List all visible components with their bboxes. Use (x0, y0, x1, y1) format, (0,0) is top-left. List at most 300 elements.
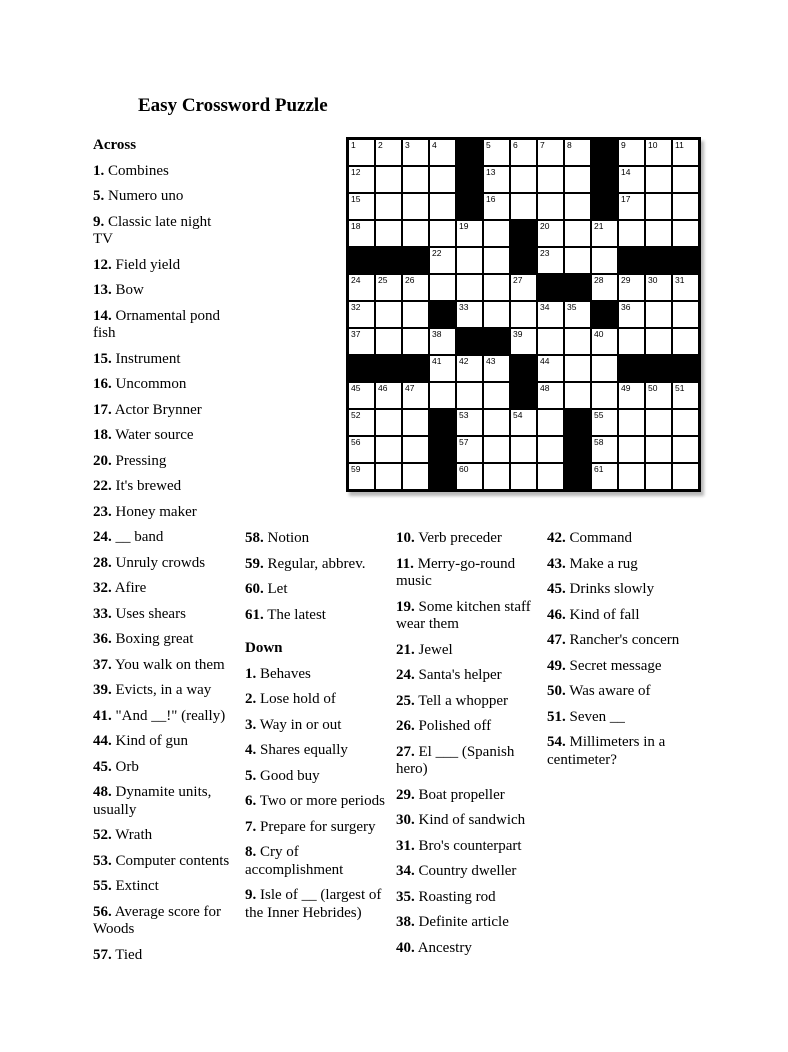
grid-black-cell-r9c3 (403, 356, 428, 381)
clue-number: 58. (245, 530, 264, 546)
grid-cell-r3c9[interactable] (565, 194, 590, 219)
grid-cell-r3c1[interactable] (349, 194, 374, 219)
grid-black-cell-r11c9 (565, 410, 590, 435)
grid-cell-r8c1[interactable] (349, 329, 374, 354)
grid-black-cell-r4c7 (511, 221, 536, 246)
grid-cell-r3c3[interactable] (403, 194, 428, 219)
cell-number: 57 (459, 437, 469, 447)
clue-number: 26. (396, 718, 415, 734)
grid-cell-r13c5[interactable] (457, 464, 482, 489)
grid-cell-r4c9[interactable] (565, 221, 590, 246)
grid-cell-r9c6[interactable] (484, 356, 509, 381)
clue-number: 13. (93, 282, 112, 298)
cell-number: 9 (621, 140, 626, 150)
grid-cell-r3c12[interactable] (646, 194, 671, 219)
clue-text: Definite article (418, 914, 509, 930)
grid-cell-r1c2[interactable] (376, 140, 401, 165)
clue-down-5 (245, 768, 385, 786)
grid-cell-r6c10[interactable] (592, 275, 617, 300)
grid-cell-r4c5[interactable] (457, 221, 482, 246)
clue-text: Kind of gun (115, 733, 188, 749)
grid-cell-r10c3[interactable] (403, 383, 428, 408)
clue-text: Ornamental pond fish (93, 307, 221, 341)
grid-cell-r11c12[interactable] (646, 410, 671, 435)
clue-number: 7. (245, 818, 257, 835)
clue-text: Water source (115, 427, 194, 443)
grid-cell-r4c11[interactable] (619, 221, 644, 246)
clue-text: Actor Brynner (114, 401, 202, 418)
grid-cell-r8c8[interactable] (538, 329, 563, 354)
grid-black-cell-r9c13 (673, 356, 698, 381)
grid-cell-r8c12[interactable] (646, 329, 671, 354)
grid-cell-r8c11[interactable] (619, 329, 644, 354)
grid-cell-r7c12[interactable] (646, 302, 671, 327)
grid-cell-r10c8[interactable] (538, 383, 563, 408)
grid-cell-r5c6[interactable] (484, 248, 509, 273)
grid-cell-r1c9[interactable] (565, 140, 590, 165)
clue-down-11 (396, 556, 539, 591)
grid-cell-r4c2[interactable] (376, 221, 401, 246)
grid-black-cell-r1c5 (457, 140, 482, 165)
grid-cell-r3c13[interactable] (673, 194, 698, 219)
clue-number: 2. (245, 691, 257, 707)
grid-cell-r9c10[interactable] (592, 356, 617, 381)
grid-cell-r11c2[interactable] (376, 410, 401, 435)
clue-text: Instrument (115, 350, 181, 367)
cell-number: 37 (351, 329, 361, 339)
grid-cell-r13c7[interactable] (511, 464, 536, 489)
clue-number: 44. (93, 733, 112, 749)
grid-cell-r12c3[interactable] (403, 437, 428, 462)
cell-number: 50 (648, 383, 658, 393)
cell-number: 45 (351, 383, 361, 393)
clue-text: Average score for Woods (93, 903, 222, 937)
page-title: Easy Crossword Puzzle (138, 95, 328, 116)
grid-cell-r3c4[interactable] (430, 194, 455, 219)
grid-cell-r13c6[interactable] (484, 464, 509, 489)
grid-black-cell-r9c1 (349, 356, 374, 381)
clue-down-43 (547, 556, 693, 574)
cell-number: 1 (351, 140, 356, 150)
grid-cell-r10c11[interactable] (619, 383, 644, 408)
clue-number: 22. (93, 478, 112, 494)
clues-column-2 (245, 530, 385, 930)
cell-number: 2 (378, 140, 383, 150)
clue-number: 45. (93, 758, 112, 775)
clue-down-42 (547, 530, 693, 548)
grid-cell-r8c2[interactable] (376, 329, 401, 354)
clues-column-4 (547, 530, 693, 777)
grid-cell-r8c9[interactable] (565, 329, 590, 354)
clue-text: Uncommon (115, 376, 187, 392)
clue-number: 32. (93, 580, 112, 596)
grid-black-cell-r2c5 (457, 167, 482, 192)
grid-cell-r2c8[interactable] (538, 167, 563, 192)
grid-cell-r13c11[interactable] (619, 464, 644, 489)
grid-cell-r1c13[interactable] (673, 140, 698, 165)
grid-cell-r6c13[interactable] (673, 275, 698, 300)
clue-text: Shares equally (260, 742, 348, 758)
cell-number: 11 (675, 140, 684, 150)
grid-cell-r12c5[interactable] (457, 437, 482, 462)
grid-black-cell-r7c10 (592, 302, 617, 327)
clue-text: __ band (115, 529, 164, 545)
grid-cell-r8c10[interactable] (592, 329, 617, 354)
clue-down-50 (547, 683, 693, 701)
cell-number: 13 (486, 167, 496, 177)
grid-black-cell-r9c2 (376, 356, 401, 381)
grid-cell-r12c8[interactable] (538, 437, 563, 462)
grid-cell-r7c3[interactable] (403, 302, 428, 327)
grid-cell-r6c6[interactable] (484, 275, 509, 300)
clue-across-14 (93, 308, 234, 343)
clue-text: Tied (115, 946, 143, 963)
grid-cell-r11c1[interactable] (349, 410, 374, 435)
grid-cell-r4c1[interactable] (349, 221, 374, 246)
grid-cell-r12c11[interactable] (619, 437, 644, 462)
clue-number: 31. (396, 837, 415, 854)
grid-cell-r10c9[interactable] (565, 383, 590, 408)
clue-number: 5. (245, 767, 257, 784)
clue-number: 20. (93, 452, 112, 469)
clue-number: 40. (396, 939, 415, 956)
grid-cell-r2c4[interactable] (430, 167, 455, 192)
clue-across-52 (93, 827, 234, 845)
grid-cell-r3c11[interactable] (619, 194, 644, 219)
clue-across-5 (93, 188, 234, 206)
grid-cell-r2c7[interactable] (511, 167, 536, 192)
clue-text: Ancestry (417, 939, 472, 956)
grid-cell-r10c10[interactable] (592, 383, 617, 408)
clue-number: 5. (93, 188, 105, 204)
grid-cell-r9c4[interactable] (430, 356, 455, 381)
clue-down-40 (396, 940, 539, 958)
clue-number: 49. (547, 657, 566, 674)
clue-text: It's brewed (115, 478, 182, 494)
clue-number: 37. (93, 656, 112, 673)
grid-black-cell-r5c11 (619, 248, 644, 273)
grid-black-cell-r5c13 (673, 248, 698, 273)
grid-cell-r12c12[interactable] (646, 437, 671, 462)
cell-number: 61 (594, 464, 604, 474)
clue-number: 34. (396, 863, 415, 879)
cell-number: 12 (351, 167, 361, 177)
grid-cell-r10c1[interactable] (349, 383, 374, 408)
grid-cell-r6c2[interactable] (376, 275, 401, 300)
grid-cell-r13c2[interactable] (376, 464, 401, 489)
grid-cell-r11c13[interactable] (673, 410, 698, 435)
cell-number: 22 (432, 248, 442, 258)
grid-black-cell-r9c12 (646, 356, 671, 381)
clue-text: Way in or out (259, 716, 342, 733)
clue-number: 15. (93, 350, 112, 367)
cell-number: 39 (513, 329, 523, 339)
grid-cell-r8c4[interactable] (430, 329, 455, 354)
grid-cell-r4c4[interactable] (430, 221, 455, 246)
clue-text: Uses shears (115, 605, 186, 622)
grid-cell-r7c6[interactable] (484, 302, 509, 327)
cell-number: 26 (405, 275, 415, 285)
grid-cell-r5c5[interactable] (457, 248, 482, 273)
grid-cell-r4c12[interactable] (646, 221, 671, 246)
cell-number: 47 (405, 383, 415, 393)
clue-across-41 (93, 708, 234, 726)
grid-cell-r2c2[interactable] (376, 167, 401, 192)
down-heading: Down (245, 640, 283, 656)
cell-number: 44 (540, 356, 550, 366)
grid-cell-r10c2[interactable] (376, 383, 401, 408)
grid-cell-r7c7[interactable] (511, 302, 536, 327)
grid-cell-r8c3[interactable] (403, 329, 428, 354)
clue-number: 1. (93, 162, 105, 179)
clue-text: Pressing (115, 452, 167, 469)
grid-cell-r4c13[interactable] (673, 221, 698, 246)
clue-across-15 (93, 351, 234, 369)
grid-cell-r7c13[interactable] (673, 302, 698, 327)
clue-number: 29. (396, 786, 415, 803)
clue-across-45 (93, 759, 234, 777)
grid-cell-r12c13[interactable] (673, 437, 698, 462)
grid-cell-r13c3[interactable] (403, 464, 428, 489)
grid-cell-r6c3[interactable] (403, 275, 428, 300)
grid-cell-r6c11[interactable] (619, 275, 644, 300)
clue-across-55 (93, 878, 234, 896)
grid-cell-r1c8[interactable] (538, 140, 563, 165)
clue-number: 6. (245, 793, 257, 809)
grid-cell-r1c3[interactable] (403, 140, 428, 165)
cell-number: 58 (594, 437, 604, 447)
clue-number: 55. (93, 878, 112, 894)
clue-across-60 (245, 581, 385, 599)
grid-cell-r7c5[interactable] (457, 302, 482, 327)
grid-cell-r6c12[interactable] (646, 275, 671, 300)
cell-number: 54 (513, 410, 523, 420)
clue-number: 8. (245, 844, 257, 860)
clue-across-22 (93, 478, 234, 496)
grid-cell-r11c7[interactable] (511, 410, 536, 435)
clue-down-9 (245, 887, 385, 922)
grid-cell-r12c10[interactable] (592, 437, 617, 462)
clue-down-25 (396, 693, 539, 711)
grid-cell-r2c3[interactable] (403, 167, 428, 192)
clue-number: 59. (245, 555, 264, 572)
clue-down-6 (245, 793, 385, 811)
clue-number: 57. (93, 946, 112, 963)
grid-cell-r13c1[interactable] (349, 464, 374, 489)
cell-number: 55 (594, 410, 604, 420)
grid-cell-r3c7[interactable] (511, 194, 536, 219)
grid-cell-r1c11[interactable] (619, 140, 644, 165)
clue-text: Tell a whopper (418, 692, 508, 709)
cell-number: 51 (675, 383, 685, 393)
grid-cell-r3c8[interactable] (538, 194, 563, 219)
grid-cell-r4c10[interactable] (592, 221, 617, 246)
clue-down-2 (245, 691, 385, 709)
grid-cell-r11c5[interactable] (457, 410, 482, 435)
grid-black-cell-r1c10 (592, 140, 617, 165)
clue-across-53 (93, 853, 234, 871)
grid-black-cell-r9c11 (619, 356, 644, 381)
clue-down-35 (396, 889, 539, 907)
grid-black-cell-r6c8 (538, 275, 563, 300)
clue-text: Rancher's concern (569, 632, 680, 648)
grid-cell-r11c11[interactable] (619, 410, 644, 435)
grid-cell-r1c6[interactable] (484, 140, 509, 165)
grid-cell-r6c7[interactable] (511, 275, 536, 300)
grid-black-cell-r6c9 (565, 275, 590, 300)
grid-cell-r9c8[interactable] (538, 356, 563, 381)
grid-cell-r2c1[interactable] (349, 167, 374, 192)
clue-number: 19. (396, 598, 415, 615)
clues-column-3 (396, 530, 539, 965)
grid-cell-r8c7[interactable] (511, 329, 536, 354)
grid-cell-r7c1[interactable] (349, 302, 374, 327)
clue-text: Unruly crowds (115, 554, 206, 571)
grid-cell-r11c10[interactable] (592, 410, 617, 435)
grid-black-cell-r10c7 (511, 383, 536, 408)
grid-cell-r5c4[interactable] (430, 248, 455, 273)
clue-text: Was aware of (569, 683, 651, 699)
grid-cell-r13c12[interactable] (646, 464, 671, 489)
clue-number: 23. (93, 503, 112, 520)
grid-cell-r12c6[interactable] (484, 437, 509, 462)
clue-text: Bro's counterpart (418, 837, 522, 854)
down-clues-list (245, 666, 385, 923)
grid-cell-r6c4[interactable] (430, 275, 455, 300)
grid-cell-r1c4[interactable] (430, 140, 455, 165)
crossword-grid (346, 137, 701, 492)
clue-across-28 (93, 555, 234, 573)
grid-cell-r12c2[interactable] (376, 437, 401, 462)
clue-down-4 (245, 742, 385, 760)
grid-black-cell-r13c4 (430, 464, 455, 489)
cell-number: 5 (486, 140, 491, 150)
grid-cell-r10c13[interactable] (673, 383, 698, 408)
grid-cell-r9c5[interactable] (457, 356, 482, 381)
clue-text: Bow (115, 282, 144, 298)
grid-black-cell-r7c4 (430, 302, 455, 327)
grid-cell-r5c8[interactable] (538, 248, 563, 273)
clue-text: Extinct (115, 878, 159, 894)
grid-cell-r11c6[interactable] (484, 410, 509, 435)
clue-across-12 (93, 257, 234, 275)
clue-down-10 (396, 530, 539, 548)
grid-cell-r7c2[interactable] (376, 302, 401, 327)
cell-number: 60 (459, 464, 469, 474)
grid-cell-r2c6[interactable] (484, 167, 509, 192)
grid-cell-r4c3[interactable] (403, 221, 428, 246)
grid-cell-r2c11[interactable] (619, 167, 644, 192)
clue-across-61 (245, 607, 385, 625)
clue-number: 11. (396, 555, 414, 572)
clue-down-30 (396, 812, 539, 830)
clue-text: Seven __ (569, 708, 625, 725)
clue-number: 56. (93, 903, 112, 920)
grid-cell-r6c1[interactable] (349, 275, 374, 300)
grid-cell-r10c12[interactable] (646, 383, 671, 408)
clue-down-26 (396, 718, 539, 736)
grid-black-cell-r5c12 (646, 248, 671, 273)
grid-cell-r9c9[interactable] (565, 356, 590, 381)
grid-cell-r12c7[interactable] (511, 437, 536, 462)
clue-number: 39. (93, 682, 112, 698)
grid-cell-r13c10[interactable] (592, 464, 617, 489)
across-heading: Across (93, 137, 137, 153)
grid-cell-r10c6[interactable] (484, 383, 509, 408)
clue-number: 61. (245, 606, 264, 623)
clue-text: "And __!" (really) (115, 707, 226, 724)
clue-text: El ___ (Spanish hero) (396, 743, 515, 777)
grid-cell-r13c8[interactable] (538, 464, 563, 489)
grid-cell-r11c3[interactable] (403, 410, 428, 435)
clue-number: 16. (93, 376, 112, 392)
grid-cell-r10c4[interactable] (430, 383, 455, 408)
clue-across-1 (93, 163, 234, 181)
grid-cell-r4c8[interactable] (538, 221, 563, 246)
clue-text: Verb preceder (418, 530, 502, 546)
grid-cell-r12c1[interactable] (349, 437, 374, 462)
clue-number: 10. (396, 530, 415, 546)
grid-cell-r3c6[interactable] (484, 194, 509, 219)
grid-black-cell-r3c10 (592, 194, 617, 219)
clue-text: Honey maker (115, 503, 197, 520)
clue-text: Isle of __ (largest of the Inner Hebrides) (245, 887, 382, 921)
grid-cell-r10c5[interactable] (457, 383, 482, 408)
grid-cell-r2c9[interactable] (565, 167, 590, 192)
clue-number: 30. (396, 812, 415, 828)
clue-text: Wrath (115, 827, 153, 843)
cell-number: 7 (540, 140, 545, 150)
clue-number: 35. (396, 888, 415, 905)
grid-cell-r2c12[interactable] (646, 167, 671, 192)
grid-cell-r11c8[interactable] (538, 410, 563, 435)
clue-number: 24. (93, 529, 112, 545)
cell-number: 29 (621, 275, 631, 285)
grid-cell-r13c13[interactable] (673, 464, 698, 489)
cell-number: 10 (648, 140, 658, 150)
clue-text: Notion (267, 530, 310, 546)
grid-cell-r7c8[interactable] (538, 302, 563, 327)
cell-number: 48 (540, 383, 550, 393)
clue-text: Millimeters in a centimeter? (547, 734, 666, 768)
grid-cell-r2c13[interactable] (673, 167, 698, 192)
clue-across-23 (93, 504, 234, 522)
cell-number: 42 (459, 356, 469, 366)
grid-cell-r7c9[interactable] (565, 302, 590, 327)
grid-cell-r5c10[interactable] (592, 248, 617, 273)
grid-cell-r4c6[interactable] (484, 221, 509, 246)
clue-across-18 (93, 427, 234, 445)
grid-cell-r7c11[interactable] (619, 302, 644, 327)
grid-cell-r1c7[interactable] (511, 140, 536, 165)
cell-number: 52 (351, 410, 361, 420)
grid-cell-r6c5[interactable] (457, 275, 482, 300)
clue-down-47 (547, 632, 693, 650)
grid-cell-r3c2[interactable] (376, 194, 401, 219)
clue-text: Command (569, 530, 632, 546)
clue-text: Boat propeller (418, 786, 505, 803)
cell-number: 28 (594, 275, 604, 285)
grid-black-cell-r12c9 (565, 437, 590, 462)
grid-cell-r5c9[interactable] (565, 248, 590, 273)
clue-across-13 (93, 282, 234, 300)
grid-cell-r1c1[interactable] (349, 140, 374, 165)
grid-cell-r1c12[interactable] (646, 140, 671, 165)
clue-text: Combines (108, 162, 169, 179)
grid-black-cell-r11c4 (430, 410, 455, 435)
grid-black-cell-r5c2 (376, 248, 401, 273)
grid-cell-r8c13[interactable] (673, 329, 698, 354)
